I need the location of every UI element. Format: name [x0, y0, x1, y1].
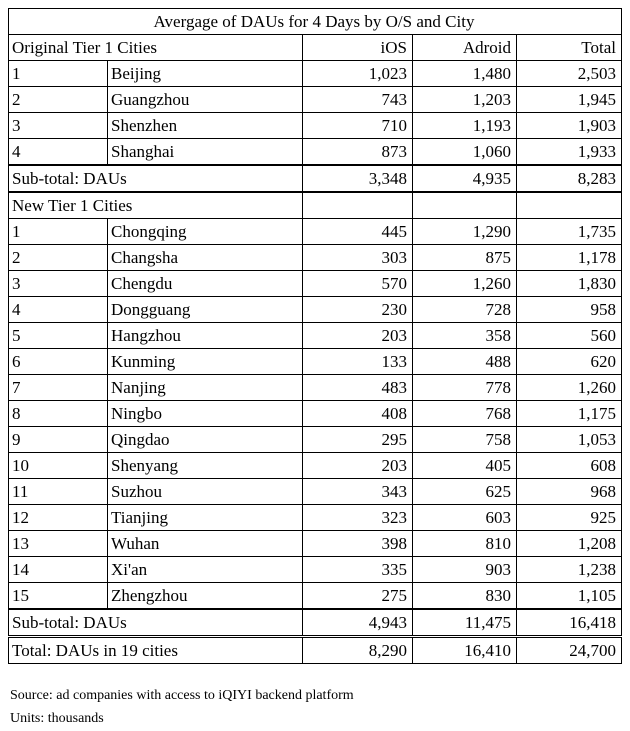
source-note: Source: ad companies with access to iQIYI backend platform [10, 688, 354, 703]
new-subtotal-row [9, 609, 622, 637]
table-title-row [9, 9, 622, 35]
units-note: Units: thousands [10, 711, 104, 726]
android-cell: 810 [413, 531, 517, 557]
table-row [9, 479, 622, 505]
rank-cell: 1 [9, 219, 108, 245]
android-cell: 778 [413, 375, 517, 401]
original-section-label: Original Tier 1 Cities [9, 35, 303, 61]
city-cell: Guangzhou [108, 87, 303, 113]
new-section-empty-total [517, 192, 622, 219]
rank-cell: 9 [9, 427, 108, 453]
new-section-empty-android [413, 192, 517, 219]
table-row [9, 61, 622, 87]
ios-cell: 133 [303, 349, 413, 375]
table-row [9, 349, 622, 375]
city-cell: Shenyang [108, 453, 303, 479]
total-cell: 1,178 [517, 245, 622, 271]
rank-cell: 3 [9, 113, 108, 139]
grand-total-row-ios: 8,290 [303, 637, 413, 664]
city-cell: Suzhou [108, 479, 303, 505]
column-header-total: Total [517, 35, 622, 61]
android-cell: 358 [413, 323, 517, 349]
grand-total-row [9, 637, 622, 664]
ios-cell: 343 [303, 479, 413, 505]
rank-cell: 7 [9, 375, 108, 401]
total-cell: 925 [517, 505, 622, 531]
android-cell: 1,260 [413, 271, 517, 297]
table-row [9, 427, 622, 453]
android-cell: 1,480 [413, 61, 517, 87]
city-cell: Tianjing [108, 505, 303, 531]
ios-cell: 230 [303, 297, 413, 323]
city-cell: Ningbo [108, 401, 303, 427]
table-row [9, 113, 622, 139]
original-subtotal-row-label: Sub-total: DAUs [9, 165, 303, 192]
total-cell: 958 [517, 297, 622, 323]
total-cell: 1,933 [517, 139, 622, 166]
android-cell: 1,193 [413, 113, 517, 139]
table-row [9, 323, 622, 349]
ios-cell: 710 [303, 113, 413, 139]
ios-cell: 295 [303, 427, 413, 453]
dau-table-body [9, 9, 622, 664]
total-cell: 1,053 [517, 427, 622, 453]
android-cell: 875 [413, 245, 517, 271]
rank-cell: 3 [9, 271, 108, 297]
total-cell: 968 [517, 479, 622, 505]
table-row [9, 245, 622, 271]
city-cell: Hangzhou [108, 323, 303, 349]
new-section-empty-ios [303, 192, 413, 219]
total-cell: 608 [517, 453, 622, 479]
total-cell: 620 [517, 349, 622, 375]
city-cell: Wuhan [108, 531, 303, 557]
total-cell: 1,238 [517, 557, 622, 583]
rank-cell: 5 [9, 323, 108, 349]
android-cell: 768 [413, 401, 517, 427]
ios-cell: 335 [303, 557, 413, 583]
android-cell: 830 [413, 583, 517, 610]
city-cell: Zhengzhou [108, 583, 303, 610]
ios-cell: 570 [303, 271, 413, 297]
table-row [9, 557, 622, 583]
android-cell: 1,203 [413, 87, 517, 113]
column-header-android: Adroid [413, 35, 517, 61]
android-cell: 603 [413, 505, 517, 531]
android-cell: 758 [413, 427, 517, 453]
total-cell: 1,830 [517, 271, 622, 297]
ios-cell: 203 [303, 323, 413, 349]
table-row [9, 271, 622, 297]
original-subtotal-row [9, 165, 622, 192]
rank-cell: 8 [9, 401, 108, 427]
city-cell: Nanjing [108, 375, 303, 401]
rank-cell: 4 [9, 139, 108, 166]
original-subtotal-row-ios: 3,348 [303, 165, 413, 192]
ios-cell: 743 [303, 87, 413, 113]
new-subtotal-row-ios: 4,943 [303, 609, 413, 637]
rank-cell: 10 [9, 453, 108, 479]
rank-cell: 1 [9, 61, 108, 87]
table-row [9, 583, 622, 610]
ios-cell: 408 [303, 401, 413, 427]
table-row [9, 297, 622, 323]
table-row [9, 375, 622, 401]
city-cell: Xi'an [108, 557, 303, 583]
ios-cell: 323 [303, 505, 413, 531]
rank-cell: 15 [9, 583, 108, 610]
rank-cell: 11 [9, 479, 108, 505]
ios-cell: 275 [303, 583, 413, 610]
table-row [9, 139, 622, 166]
rank-cell: 2 [9, 87, 108, 113]
total-cell: 1,260 [517, 375, 622, 401]
table-row [9, 453, 622, 479]
table-row [9, 401, 622, 427]
android-cell: 728 [413, 297, 517, 323]
dau-table [8, 8, 622, 664]
original-subtotal-row-android: 4,935 [413, 165, 517, 192]
table-row [9, 505, 622, 531]
android-cell: 903 [413, 557, 517, 583]
total-cell: 1,175 [517, 401, 622, 427]
total-cell: 2,503 [517, 61, 622, 87]
column-header-ios: iOS [303, 35, 413, 61]
rank-cell: 12 [9, 505, 108, 531]
total-cell: 560 [517, 323, 622, 349]
original-subtotal-row-total: 8,283 [517, 165, 622, 192]
grand-total-row-android: 16,410 [413, 637, 517, 664]
new-subtotal-row-total: 16,418 [517, 609, 622, 637]
city-cell: Qingdao [108, 427, 303, 453]
android-cell: 625 [413, 479, 517, 505]
total-cell: 1,105 [517, 583, 622, 610]
total-cell: 1,945 [517, 87, 622, 113]
rank-cell: 6 [9, 349, 108, 375]
ios-cell: 483 [303, 375, 413, 401]
android-cell: 488 [413, 349, 517, 375]
ios-cell: 303 [303, 245, 413, 271]
rank-cell: 2 [9, 245, 108, 271]
city-cell: Beijing [108, 61, 303, 87]
new-subtotal-row-label: Sub-total: DAUs [9, 609, 303, 637]
ios-cell: 1,023 [303, 61, 413, 87]
android-cell: 1,060 [413, 139, 517, 166]
city-cell: Chongqing [108, 219, 303, 245]
grand-total-row-label: Total: DAUs in 19 cities [9, 637, 303, 664]
table-row [9, 531, 622, 557]
new-section-header-row [9, 192, 622, 219]
ios-cell: 445 [303, 219, 413, 245]
new-subtotal-row-android: 11,475 [413, 609, 517, 637]
android-cell: 1,290 [413, 219, 517, 245]
city-cell: Dongguang [108, 297, 303, 323]
table-title: Avergage of DAUs for 4 Days by O/S and City [9, 9, 622, 35]
city-cell: Shenzhen [108, 113, 303, 139]
rank-cell: 13 [9, 531, 108, 557]
android-cell: 405 [413, 453, 517, 479]
table-notes [10, 684, 354, 730]
table-row [9, 87, 622, 113]
original-section-header-row [9, 35, 622, 61]
table-row [9, 219, 622, 245]
ios-cell: 203 [303, 453, 413, 479]
city-cell: Shanghai [108, 139, 303, 166]
new-section-label: New Tier 1 Cities [9, 192, 303, 219]
total-cell: 1,208 [517, 531, 622, 557]
total-cell: 1,735 [517, 219, 622, 245]
city-cell: Kunming [108, 349, 303, 375]
ios-cell: 873 [303, 139, 413, 166]
grand-total-row-total: 24,700 [517, 637, 622, 664]
city-cell: Changsha [108, 245, 303, 271]
total-cell: 1,903 [517, 113, 622, 139]
ios-cell: 398 [303, 531, 413, 557]
city-cell: Chengdu [108, 271, 303, 297]
rank-cell: 4 [9, 297, 108, 323]
rank-cell: 14 [9, 557, 108, 583]
